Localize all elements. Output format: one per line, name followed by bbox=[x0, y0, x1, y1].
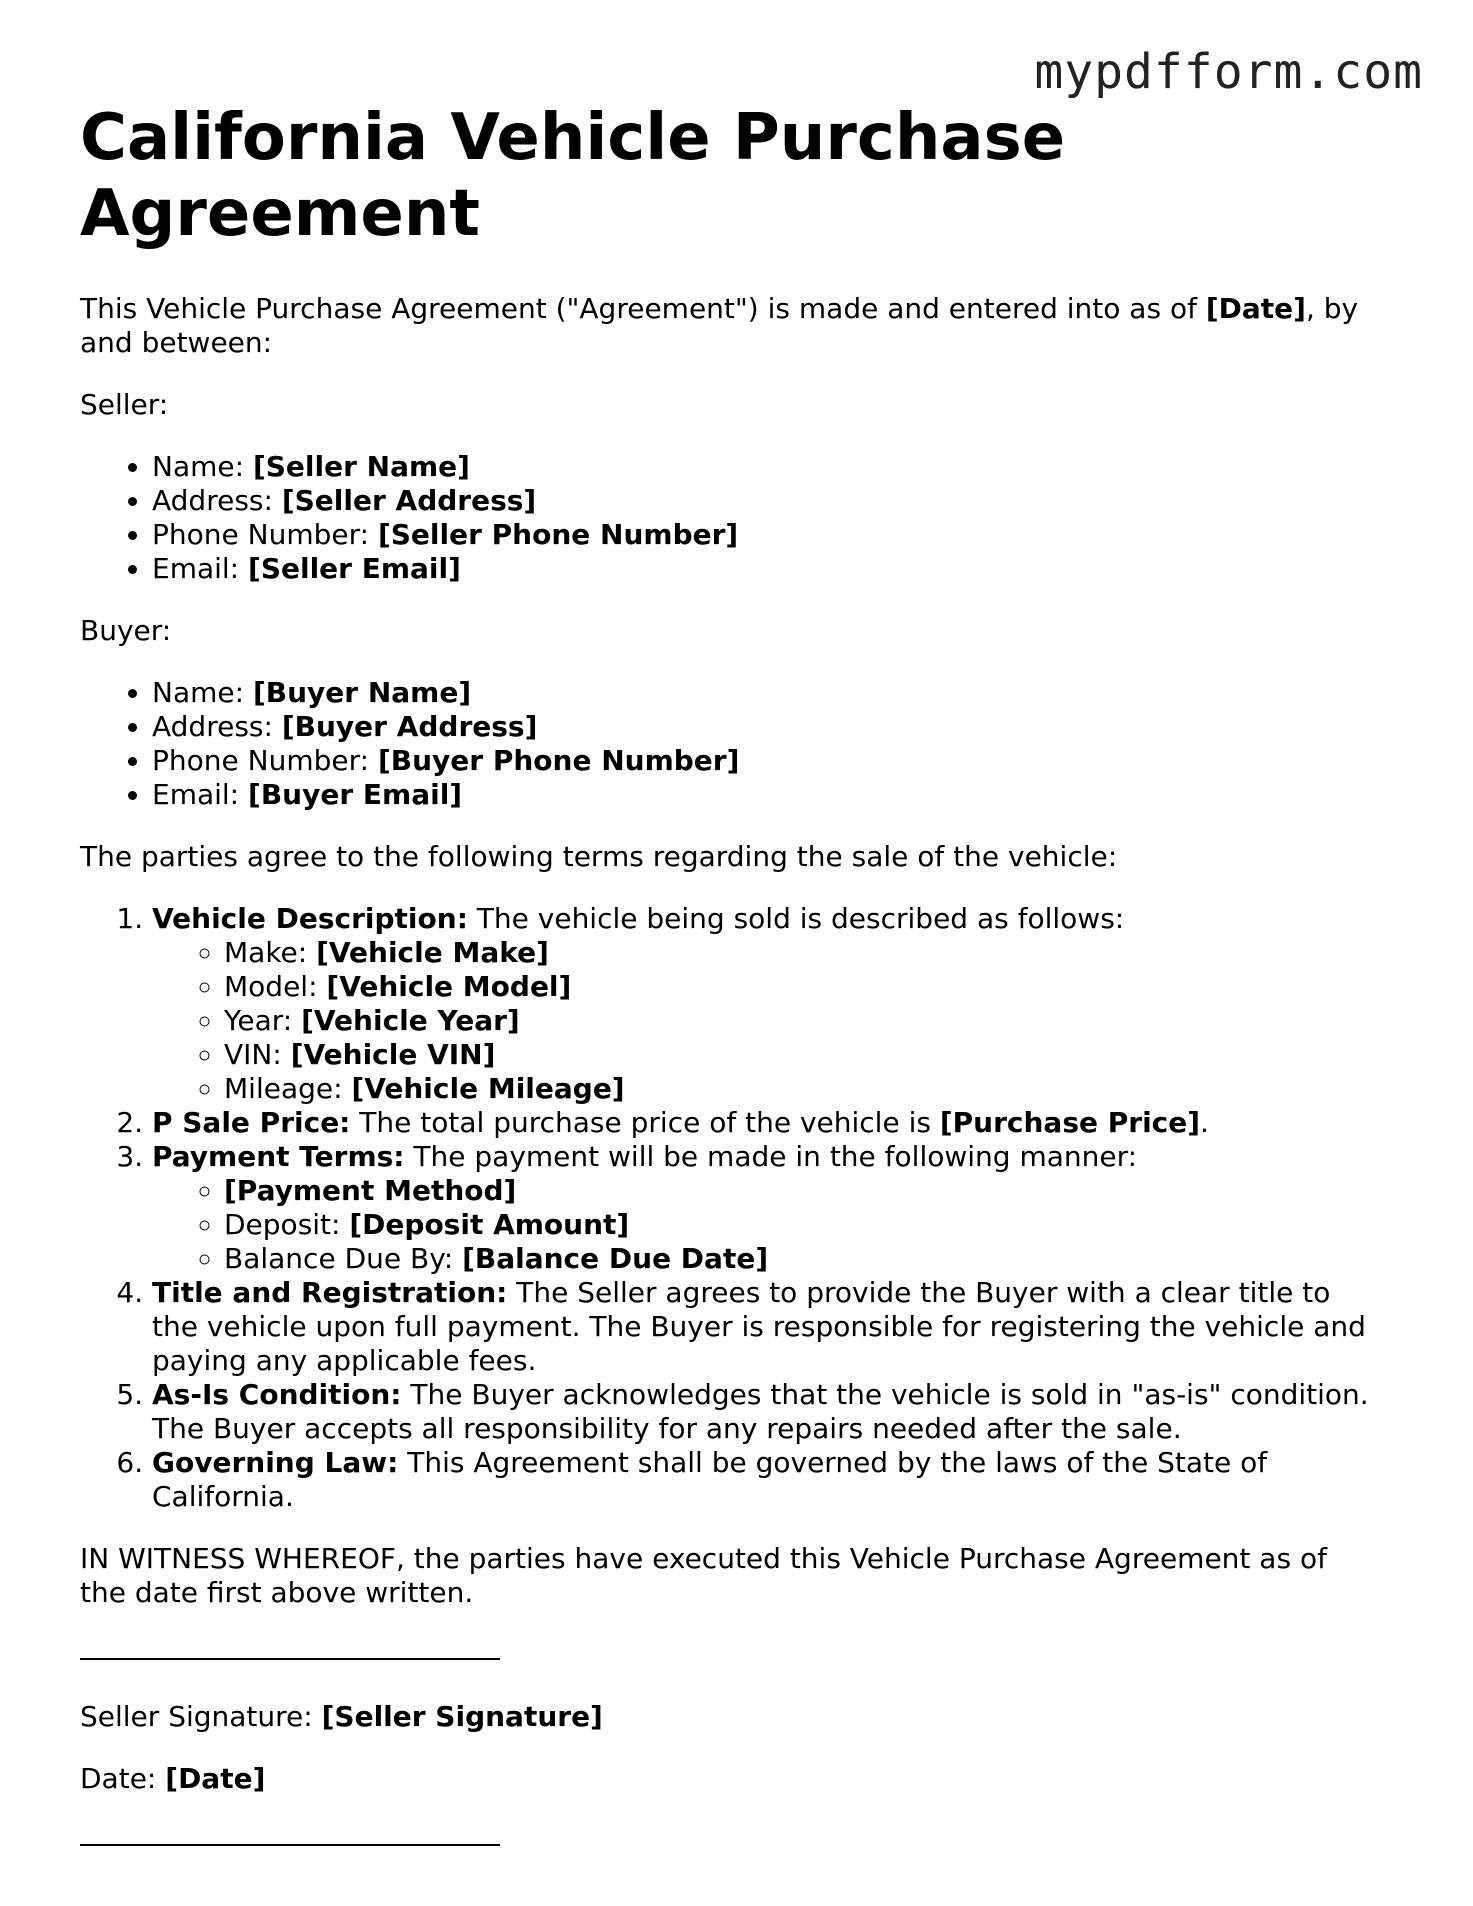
item-label: Mileage: bbox=[224, 1072, 352, 1105]
item-label: Address: bbox=[152, 484, 282, 517]
term-text: The payment will be made in the following manner: bbox=[404, 1140, 1138, 1173]
item-label: Phone Number: bbox=[152, 744, 378, 777]
payment-details-list bbox=[152, 1174, 1380, 1276]
vehicle-year-item bbox=[224, 1004, 1380, 1038]
balance-due-date-field: [Balance Due Date] bbox=[462, 1242, 769, 1275]
vehicle-mileage-item bbox=[224, 1072, 1380, 1106]
item-label: Deposit: bbox=[224, 1208, 350, 1241]
intro-date-field: [Date] bbox=[1205, 292, 1306, 325]
term-sale-price bbox=[152, 1106, 1380, 1140]
buyer-heading: Buyer: bbox=[80, 614, 172, 647]
vehicle-mileage-field: [Vehicle Mileage] bbox=[351, 1072, 625, 1105]
item-label: Email: bbox=[152, 778, 249, 811]
seller-email-item bbox=[152, 552, 1380, 586]
term-title: P Sale Price: bbox=[152, 1106, 351, 1139]
seller-date-field: [Date] bbox=[165, 1762, 266, 1795]
term-title-registration bbox=[152, 1276, 1380, 1378]
seller-name-item bbox=[152, 450, 1380, 484]
term-title: As-Is Condition: bbox=[152, 1378, 402, 1411]
seller-name-field: [Seller Name] bbox=[252, 450, 470, 483]
term-text: The total purchase price of the vehicle is bbox=[350, 1106, 940, 1139]
buyer-phone-item bbox=[152, 744, 1380, 778]
buyer-address-item bbox=[152, 710, 1380, 744]
buyer-email-field: [Buyer Email] bbox=[248, 778, 463, 811]
balance-due-item bbox=[224, 1242, 1380, 1276]
vehicle-vin-field: [Vehicle VIN] bbox=[290, 1038, 496, 1071]
document-page bbox=[80, 100, 1380, 1886]
term-text: The Seller agrees to provide the Buyer with a clear title to the vehicle upon full payment. The Buyer is responsible for registering the vehicle and paying any applicable fees. bbox=[152, 1276, 1366, 1377]
buyer-address-field: [Buyer Address] bbox=[281, 710, 538, 743]
vehicle-make-item bbox=[224, 936, 1380, 970]
term-text: The vehicle being sold is described as follows: bbox=[467, 902, 1125, 935]
term-vehicle-description bbox=[152, 902, 1380, 1106]
seller-signature-row bbox=[80, 1700, 1380, 1734]
term-payment-terms bbox=[152, 1140, 1380, 1276]
buyer-name-field: [Buyer Name] bbox=[252, 676, 472, 709]
item-label: Year: bbox=[224, 1004, 302, 1037]
item-label: Balance Due By: bbox=[224, 1242, 463, 1275]
buyer-email-item bbox=[152, 778, 1380, 812]
deposit-item bbox=[224, 1208, 1380, 1242]
item-label: Name: bbox=[152, 450, 253, 483]
terms-intro: The parties agree to the following terms regarding the sale of the vehicle: bbox=[80, 840, 1118, 873]
item-label: Model: bbox=[224, 970, 327, 1003]
payment-method-field: [Payment Method] bbox=[224, 1174, 517, 1207]
seller-list bbox=[80, 450, 1380, 586]
buyer-signature-line bbox=[80, 1824, 500, 1846]
term-title: Payment Terms: bbox=[152, 1140, 405, 1173]
buyer-name-item bbox=[152, 676, 1380, 710]
term-text: This Agreement shall be governed by the laws of the State of California. bbox=[152, 1446, 1268, 1513]
document-title: California Vehicle Purchase Agreement bbox=[80, 101, 1066, 251]
seller-address-item bbox=[152, 484, 1380, 518]
vehicle-model-field: [Vehicle Model] bbox=[326, 970, 572, 1003]
term-text: The Buyer acknowledges that the vehicle is sold in "as-is" condition. The Buyer accepts all responsibility for any repairs needed after the sale. bbox=[152, 1378, 1369, 1445]
purchase-price-field: [Purchase Price] bbox=[939, 1106, 1201, 1139]
seller-phone-field: [Seller Phone Number] bbox=[377, 518, 739, 551]
term-as-is-condition bbox=[152, 1378, 1380, 1446]
vehicle-make-field: [Vehicle Make] bbox=[316, 936, 549, 969]
seller-heading: Seller: bbox=[80, 388, 169, 421]
item-label: Name: bbox=[152, 676, 253, 709]
term-governing-law bbox=[152, 1446, 1380, 1514]
vehicle-year-field: [Vehicle Year] bbox=[301, 1004, 520, 1037]
seller-phone-item bbox=[152, 518, 1380, 552]
payment-method-item bbox=[224, 1174, 1380, 1208]
item-label: Address: bbox=[152, 710, 282, 743]
term-text-end: . bbox=[1200, 1106, 1209, 1139]
seller-email-field: [Seller Email] bbox=[248, 552, 461, 585]
intro-after: , by and between: bbox=[80, 292, 1359, 359]
intro-text: This Vehicle Purchase Agreement ("Agreement") is made and entered into as of bbox=[80, 292, 1206, 325]
item-label: Seller Signature: bbox=[80, 1700, 322, 1733]
item-label: Date: bbox=[80, 1762, 166, 1795]
term-title: Title and Registration: bbox=[152, 1276, 508, 1309]
buyer-list bbox=[80, 676, 1380, 812]
buyer-phone-field: [Buyer Phone Number] bbox=[377, 744, 740, 777]
item-label: VIN: bbox=[224, 1038, 291, 1071]
seller-signature-line bbox=[80, 1638, 500, 1660]
term-title: Governing Law: bbox=[152, 1446, 399, 1479]
vehicle-details-list bbox=[152, 936, 1380, 1106]
watermark: mypdfform.com bbox=[1034, 44, 1423, 100]
seller-date-row bbox=[80, 1762, 1380, 1796]
item-label: Email: bbox=[152, 552, 249, 585]
item-label: Phone Number: bbox=[152, 518, 378, 551]
terms-list bbox=[80, 902, 1380, 1514]
seller-address-field: [Seller Address] bbox=[281, 484, 537, 517]
term-title: Vehicle Description: bbox=[152, 902, 468, 935]
witness-paragraph: IN WITNESS WHEREOF, the parties have executed this Vehicle Purchase Agreement as of the date first above written. bbox=[80, 1542, 1327, 1609]
seller-signature-field: [Seller Signature] bbox=[321, 1700, 603, 1733]
vehicle-vin-item bbox=[224, 1038, 1380, 1072]
vehicle-model-item bbox=[224, 970, 1380, 1004]
deposit-amount-field: [Deposit Amount] bbox=[349, 1208, 630, 1241]
intro-paragraph bbox=[80, 292, 1380, 360]
item-label: Make: bbox=[224, 936, 317, 969]
